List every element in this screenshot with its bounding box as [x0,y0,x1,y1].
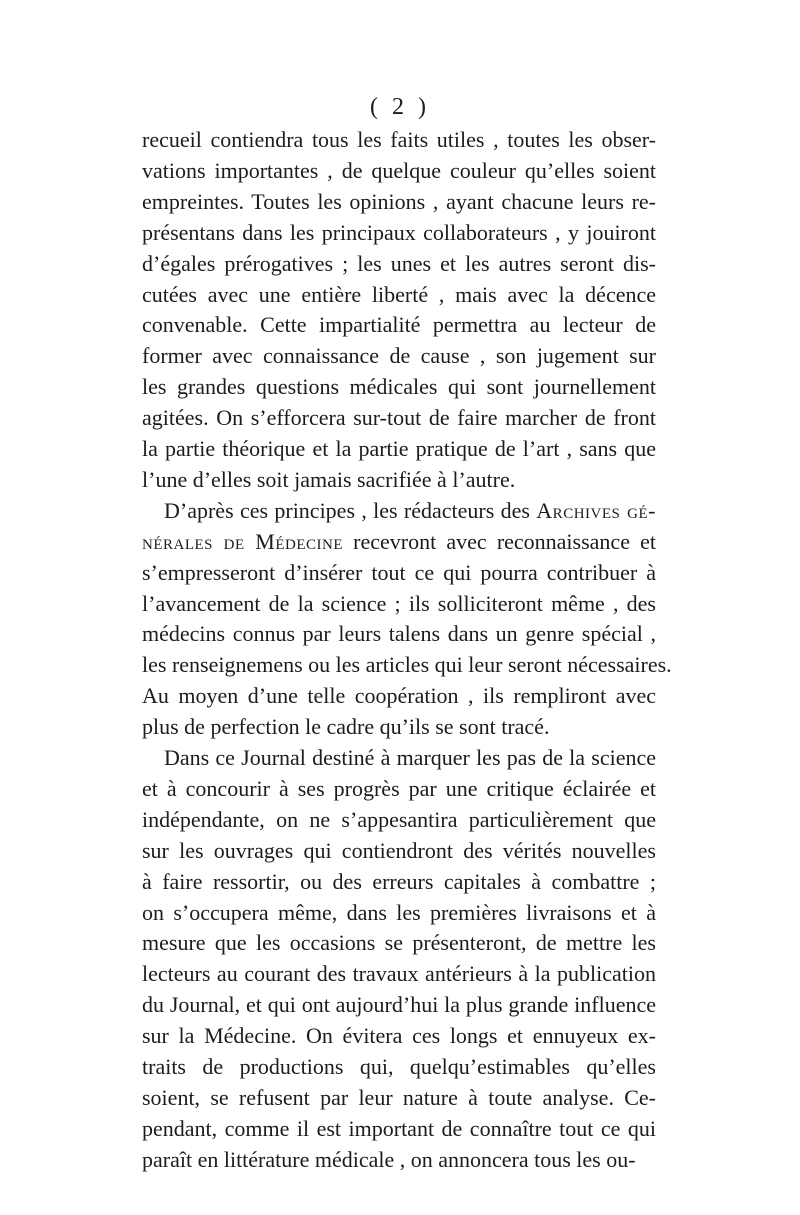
text-line [142,126,656,154]
line-text: D’après ces principes , les rédacteurs des [164,497,537,523]
text-line [142,868,656,896]
text-line [142,837,656,865]
line-text: médecins connus par leurs talens dans un genre spécial , [142,621,656,647]
text-line [142,497,656,525]
journal-title-text: Archives gé- [536,497,657,523]
line-text: recueil contiendra tous les faits utiles , toutes les obser- [142,127,656,152]
text-line [142,528,656,556]
line-text: les grandes questions médicales qui sont journellement [142,374,656,400]
text-line [142,806,656,834]
text-line [142,682,656,710]
line-text: indépendante, on ne s’appesantira particulièrement que [142,806,656,832]
text-line [142,620,656,648]
text-line [142,651,672,679]
line-text: on s’occupera même, dans les premières livraisons et à [142,899,656,925]
line-text: et à concourir à ses progrès par une critique éclairée et [142,775,656,801]
line-text: paraît en littérature médicale , on annoncera tous les ou- [142,1146,636,1172]
line-text: vations importantes , de quelque couleur qu’elles soient [142,157,656,183]
journal-title-text: nérales de Médecine [142,528,344,554]
text-line [142,219,656,247]
line-text: recevront avec reconnaissance et [343,528,656,554]
page-number: ( 2 ) [370,94,430,120]
text-line [142,281,656,309]
line-text: les renseignemens ou les articles qui leur seront nécessaires. [142,652,672,678]
line-text: convenable. Cette impartialité permettra au lecteur de [142,312,656,338]
text-line [142,590,656,618]
text-line [142,1084,656,1112]
text-line [142,991,656,1019]
line-text: s’empresseront d’insérer tout ce qui pourra contribuer à [142,559,656,585]
text-line [142,1115,656,1143]
line-text: d’égales prérogatives ; les unes et les autres seront dis- [142,250,656,276]
line-text: Dans ce Journal destiné à marquer les pas de la science [164,745,656,770]
text-line [142,435,656,463]
line-text: à faire ressortir, ou des erreurs capitales à combattre ; [142,868,656,894]
text-line [142,1053,656,1081]
line-text: plus de perfection le cadre qu’ils se sont tracé. [142,714,550,740]
text-line [142,373,656,401]
line-text: la partie théorique et la partie pratique de l’art , sans que [142,436,656,461]
text-line [142,311,656,339]
line-text: Au moyen d’une telle coopération , ils rempliront avec [142,683,656,709]
line-text: empreintes. Toutes les opinions , ayant chacune leurs re- [142,188,656,214]
text-line [142,960,656,988]
line-text: l’avancement de la science ; ils solliciteront même , des [142,590,656,616]
line-text: sur les ouvrages qui contiendront des vérités nouvelles [142,837,656,863]
text-line [142,157,656,185]
line-text: agitées. On s’efforcera sur-tout de faire marcher de front [142,405,656,431]
line-text: lecteurs au courant des travaux antérieurs à la publication [142,961,656,987]
text-line [142,775,656,803]
text-line [142,404,656,432]
text-line [142,250,656,278]
text-line [142,188,656,216]
text-line [142,1146,656,1174]
line-text: sur la Médecine. On évitera ces longs et ennuyeux ex- [142,1023,656,1049]
text-line [142,559,656,587]
line-text: présentans dans les principaux collaborateurs , y jouiront [142,219,656,245]
line-text: former avec connaissance de cause , son jugement sur [142,343,656,369]
text-line [142,342,656,370]
line-text: pendant, comme il est important de connaître tout ce qui [142,1115,656,1141]
text-line [142,899,656,927]
line-text: traits de productions qui, quelqu’estimables qu’elles [142,1054,656,1079]
line-text: l’une d’elles soit jamais sacrifiée à l’autre. [142,466,516,492]
text-line [142,1022,656,1050]
text-line [142,744,656,772]
text-line [142,929,656,957]
text-line [142,713,656,741]
line-text: cutées avec une entière liberté , mais avec la décence [142,281,656,307]
line-text: mesure que les occasions se présenteront, de mettre les [142,930,656,956]
line-text: du Journal, et qui ont aujourd’hui la plus grande influence [142,992,656,1018]
text-line [142,466,656,494]
line-text: soient, se refusent par leur nature à toute analyse. Ce- [142,1084,656,1110]
